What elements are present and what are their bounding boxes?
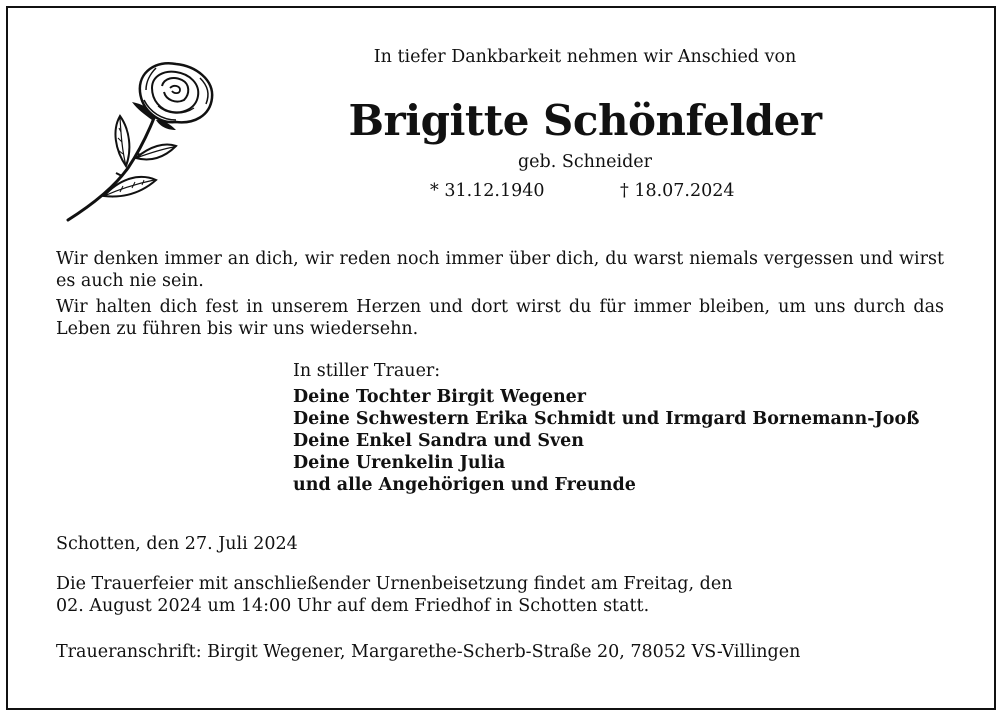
service-line: Die Trauerfeier mit anschließender Urnenbeisetzung findet am Freitag, den bbox=[56, 574, 733, 594]
mourner-name: Deine Enkel Sandra und Sven bbox=[293, 431, 584, 451]
verse-paragraph-1: Wir denken immer an dich, wir reden noch immer über dich, du warst niemals vergessen und wirst es auch nie sein. bbox=[56, 249, 944, 291]
place-date: Schotten, den 27. Juli 2024 bbox=[56, 534, 298, 554]
rose-icon bbox=[60, 58, 225, 223]
mourner-name: Deine Urenkelin Julia bbox=[293, 453, 506, 473]
mourner-name: Deine Tochter Birgit Wegener bbox=[293, 387, 587, 407]
funeral-service-info bbox=[56, 573, 856, 617]
maiden-name: geb. Schneider bbox=[517, 152, 653, 172]
verse-paragraph-2: Wir halten dich fest in unserem Herzen und dort wirst du für immer bleiben, um uns durch das Leben zu führen bis wir uns wiedersehn. bbox=[56, 297, 944, 339]
intro-line: In tiefer Dankbarkeit nehmen wir Anschied von bbox=[373, 47, 797, 67]
mourners-label: In stiller Trauer: bbox=[293, 361, 441, 381]
death-date: † 18.07.2024 bbox=[620, 181, 735, 201]
mourner-name: und alle Angehörigen und Freunde bbox=[293, 475, 636, 495]
deceased-name: Brigitte Schönfelder bbox=[348, 96, 822, 145]
mourners-block bbox=[293, 360, 919, 496]
mourning-address: Traueranschrift: Birgit Wegener, Margarethe-Scherb-Straße 20, 78052 VS-Villingen bbox=[56, 642, 801, 662]
birth-date: * 31.12.1940 bbox=[430, 181, 545, 201]
mourner-name: Deine Schwestern Erika Schmidt und Irmgard Bornemann-Jooß bbox=[293, 409, 920, 429]
service-line: 02. August 2024 um 14:00 Uhr auf dem Friedhof in Schotten statt. bbox=[56, 596, 650, 616]
